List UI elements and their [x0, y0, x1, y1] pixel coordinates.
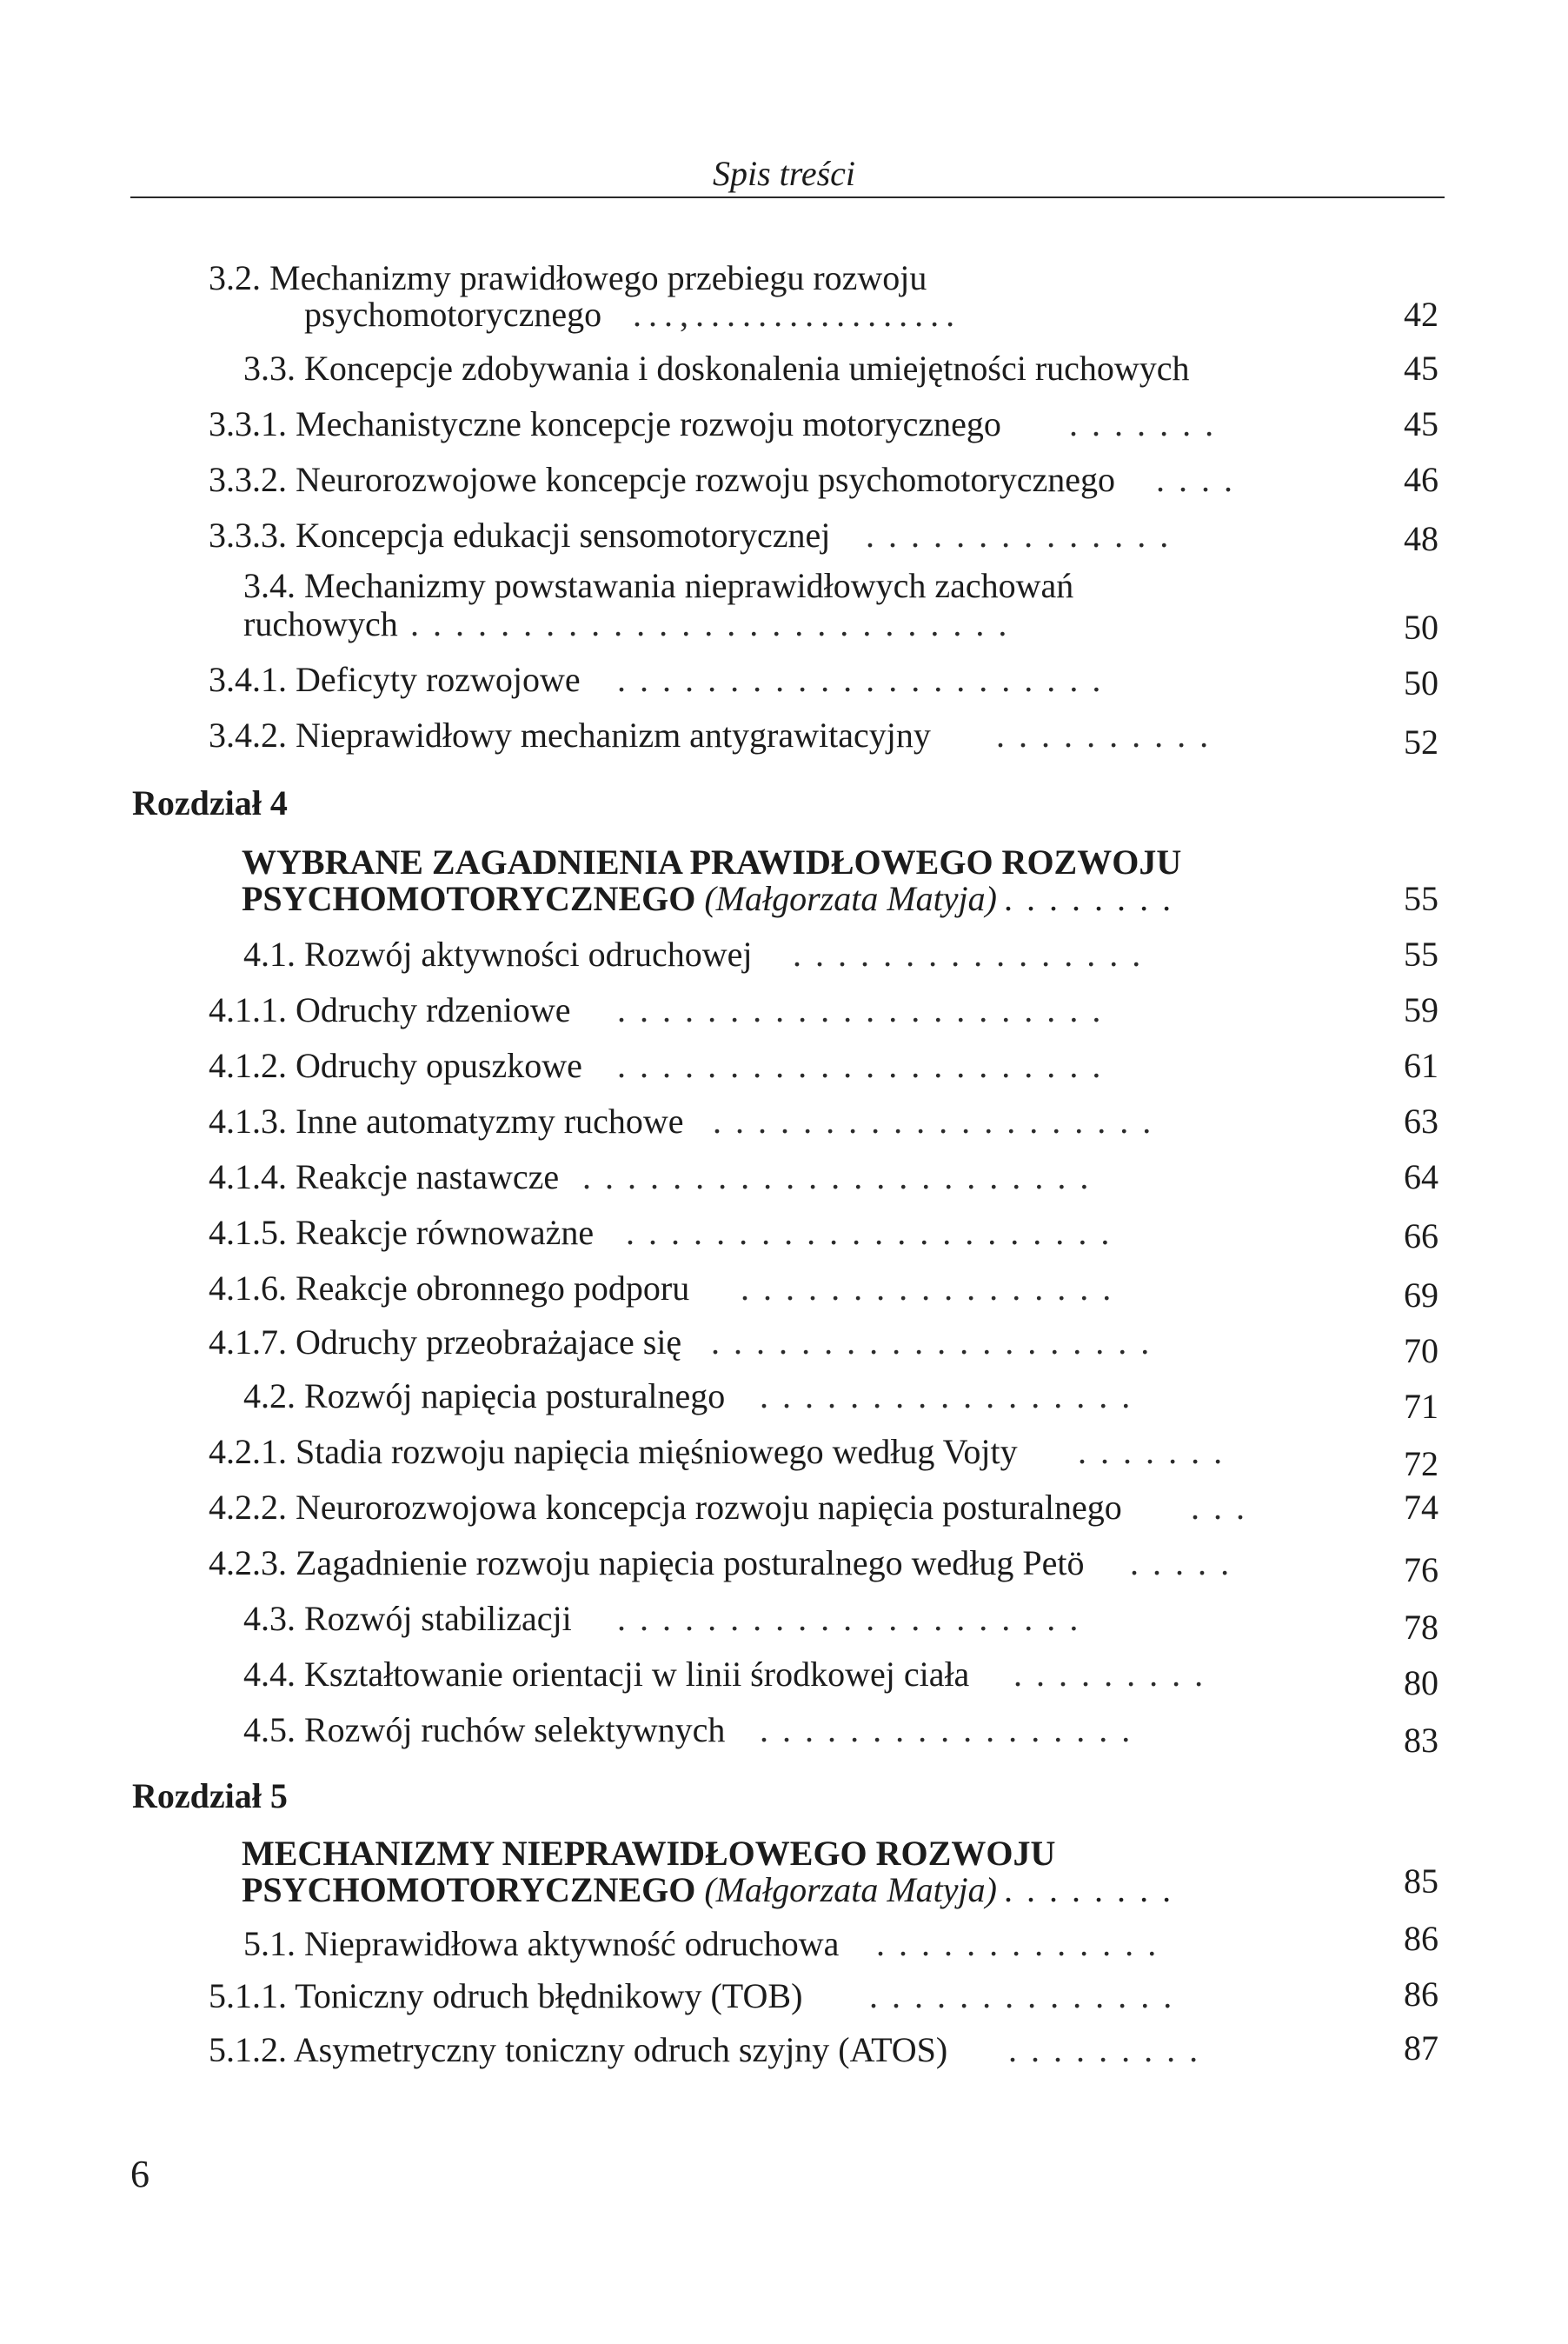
entry-number: 3.3.1.: [209, 404, 287, 443]
entry-title: Odruchy rdzeniowe: [296, 990, 571, 1029]
header-rule: [130, 196, 1445, 198]
leader-dots: . . . .: [1156, 460, 1233, 499]
page-number: 63: [1404, 1102, 1438, 1141]
leader-dots: . . . . . . . . . .: [996, 716, 1209, 755]
page-number: 80: [1404, 1663, 1438, 1702]
entry-title-cont: psychomotorycznego: [304, 295, 602, 334]
page-number: 50: [1404, 608, 1438, 647]
page-number: 55: [1404, 879, 1438, 918]
page-number: 52: [1404, 723, 1438, 762]
leader-dots: . . . . . . . . . . . . . . . . . . . . . .: [617, 990, 1101, 1029]
leader-dots: . . . . . . . . . . . . . . . . . . . . . . .: [582, 1157, 1089, 1196]
leader-dots: . . . . . . . . .: [1008, 2030, 1199, 2069]
page-number: 70: [1404, 1331, 1438, 1370]
entry-number: 4.1.4.: [209, 1157, 287, 1196]
page-number: 74: [1404, 1488, 1438, 1527]
entry-number: 4.1.1.: [209, 990, 287, 1029]
chapter-title[interactable]: MECHANIZMY NIEPRAWIDŁOWEGO ROZWOJU: [242, 1834, 1056, 1873]
entry-number: 4.3.: [243, 1599, 296, 1638]
leader-dots: . . . . . . . . . . . . . . . .: [793, 935, 1141, 974]
entry-number: 4.2.1.: [209, 1432, 287, 1471]
entry-number: 4.1.6.: [209, 1269, 287, 1308]
entry-title: Mechanizmy prawidłowego przebiegu rozwoju: [269, 258, 927, 297]
page-number: 59: [1404, 990, 1438, 1029]
entry-title: Koncepcja edukacji sensomotorycznej: [296, 516, 831, 555]
entry-number: 5.1.: [243, 1924, 296, 1963]
entry-title: Rozwój stabilizacji: [304, 1599, 572, 1638]
entry-title: Reakcje równoważne: [296, 1213, 595, 1252]
page-number: 86: [1404, 1974, 1438, 2014]
entry-number: 4.1.3.: [209, 1102, 287, 1141]
page-number: 45: [1404, 404, 1438, 443]
leader-dots: . . . . . . . . . . . . . .: [869, 1976, 1173, 2015]
entry-number: 4.1.7.: [209, 1322, 287, 1362]
page-number: 48: [1404, 519, 1438, 558]
entry-title: Zagadnienie rozwoju napięcia posturalnego według Petö: [296, 1543, 1085, 1582]
leader-dots: . . . . . . . .: [996, 1870, 1172, 1909]
page-number: 66: [1404, 1216, 1438, 1255]
leader-dots: . . . . . . . .: [996, 879, 1172, 918]
entry-number: 4.2.: [243, 1376, 296, 1415]
entry-title-cont: ruchowych: [243, 604, 398, 643]
leader-dots: . . . . . . . . . . . . . . . . . . . . . . . . . . .: [410, 604, 1007, 643]
page-footer-number: 6: [130, 2153, 149, 2195]
page-number: 50: [1404, 663, 1438, 703]
entry-title: Toniczny odruch błędnikowy (TOB): [295, 1976, 803, 2015]
entry-title: Neurorozwojowe koncepcje rozwoju psychomotorycznego: [296, 460, 1116, 499]
entry-title: Odruchy przeobrażajace się: [296, 1322, 682, 1362]
chapter-title-line2[interactable]: [242, 878, 1171, 920]
entry-title: Rozwój ruchów selektywnych: [304, 1710, 726, 1749]
leader-dots: . . . . . . . . . . . . . . . . .: [760, 1710, 1131, 1749]
chapter-title-cont: PSYCHOMOTORYCZNEGO: [242, 879, 696, 918]
entry-number: 4.2.2.: [209, 1488, 287, 1527]
leader-dots: . . . . . . . . . . . . . .: [866, 516, 1169, 555]
page-number: 85: [1404, 1861, 1438, 1901]
entry-title: Rozwój napięcia posturalnego: [304, 1376, 726, 1415]
leader-dots: . . . . . . . . . . . . . . . . . . . . .: [617, 1599, 1079, 1638]
entry-number: 3.3.2.: [209, 460, 287, 499]
entry-title: Koncepcje zdobywania i doskonalenia umiejętności ruchowych: [304, 349, 1190, 388]
chapter-label: Rozdział 4: [132, 783, 288, 822]
running-header: Spis treści: [712, 154, 856, 193]
entry-title: Deficyty rozwojowe: [296, 660, 581, 699]
entry-number: 3.4.: [243, 566, 296, 605]
leader-dots: . . . . . . . . . . . . . . . . . . . . . .: [617, 660, 1101, 699]
chapter-title[interactable]: WYBRANE ZAGADNIENIA PRAWIDŁOWEGO ROZWOJU: [242, 842, 1182, 882]
entry-title: Neurorozwojowa koncepcja rozwoju napięcia posturalnego: [296, 1488, 1122, 1527]
entry-title: Reakcje nastawcze: [296, 1157, 560, 1196]
entry-number: 5.1.2.: [209, 2030, 287, 2069]
page-number: 76: [1404, 1550, 1438, 1589]
page-number: 69: [1404, 1275, 1438, 1315]
entry-title: Rozwój aktywności odruchowej: [304, 935, 753, 974]
entry-number: 4.4.: [243, 1655, 296, 1694]
entry-number: 4.1.: [243, 935, 296, 974]
page-number: 61: [1404, 1046, 1438, 1085]
leader-dots: . . . , . . . . . . . . . . . . . . . . .: [633, 295, 955, 334]
entry-title: Nieprawidłowa aktywność odruchowa: [304, 1924, 840, 1963]
page-number: 46: [1404, 460, 1438, 499]
page-number: 78: [1404, 1608, 1438, 1647]
entry-title: Odruchy opuszkowe: [296, 1046, 582, 1085]
chapter-label: Rozdział 5: [132, 1776, 288, 1815]
page-number: 64: [1404, 1157, 1438, 1196]
chapter-author: (Małgorzata Matyja): [704, 1870, 997, 1909]
leader-dots: . . . . . . . . . . . . . . . . . . . . . .: [617, 1046, 1101, 1085]
entry-title: Asymetryczny toniczny odruch szyjny (ATOS): [293, 2030, 948, 2069]
entry-number: 3.2.: [209, 258, 261, 297]
entry-number: 5.1.1.: [209, 1976, 287, 2015]
page-number: 55: [1404, 935, 1438, 974]
leader-dots: . . . . . . . . . . . . . . . . .: [741, 1269, 1112, 1308]
entry-title: Reakcje obronnego podporu: [296, 1269, 690, 1308]
entry-title: Nieprawidłowy mechanizm antygrawitacyjny: [296, 716, 931, 755]
page-number: 72: [1404, 1444, 1438, 1483]
leader-dots: . . . . . . . . . . . . . . . . .: [760, 1376, 1131, 1415]
entry-number: 4.1.5.: [209, 1213, 287, 1252]
entry-title: Mechanizmy powstawania nieprawidłowych zachowań: [304, 566, 1074, 605]
entry-title: Mechanistyczne koncepcje rozwoju motorycznego: [296, 404, 1001, 443]
entry-title: Stadia rozwoju napięcia mięśniowego według Vojty: [296, 1432, 1018, 1471]
entry-number: 3.3.3.: [209, 516, 287, 555]
leader-dots: . . . . .: [1130, 1543, 1230, 1582]
page-number: 86: [1404, 1919, 1438, 1958]
page-number: 87: [1404, 2028, 1438, 2068]
page-number: 45: [1404, 349, 1438, 388]
page-number: 42: [1404, 295, 1438, 334]
entry-number: 3.3.: [243, 349, 296, 388]
entry-number: 3.4.1.: [209, 660, 287, 699]
leader-dots: . . . . . . . . . . . . . . . . . . . .: [711, 1322, 1150, 1362]
chapter-author: (Małgorzata Matyja): [704, 879, 997, 918]
leader-dots: . . . . . . . . . . . . . . . . . . . .: [713, 1102, 1152, 1141]
entry-number: 4.5.: [243, 1710, 296, 1749]
leader-dots: . . .: [1191, 1488, 1246, 1527]
leader-dots: . . . . . . .: [1069, 404, 1214, 443]
leader-dots: . . . . . . . . . . . . . . . . . . . . . .: [626, 1213, 1110, 1252]
entry-title: Inne automatyzmy ruchowe: [296, 1102, 684, 1141]
leader-dots: . . . . . . . . . . . . .: [876, 1924, 1157, 1963]
page-number: 71: [1404, 1387, 1438, 1426]
entry-title: Kształtowanie orientacji w linii środkowej ciała: [304, 1655, 970, 1694]
leader-dots: . . . . . . .: [1078, 1432, 1223, 1471]
chapter-title-cont: PSYCHOMOTORYCZNEGO: [242, 1870, 696, 1909]
entry-number: 4.1.2.: [209, 1046, 287, 1085]
leader-dots: . . . . . . . . .: [1013, 1655, 1204, 1694]
entry-number: 3.4.2.: [209, 716, 287, 755]
entry-number: 4.2.3.: [209, 1543, 287, 1582]
chapter-title-line2[interactable]: [242, 1869, 1171, 1911]
page-number: 83: [1404, 1721, 1438, 1760]
